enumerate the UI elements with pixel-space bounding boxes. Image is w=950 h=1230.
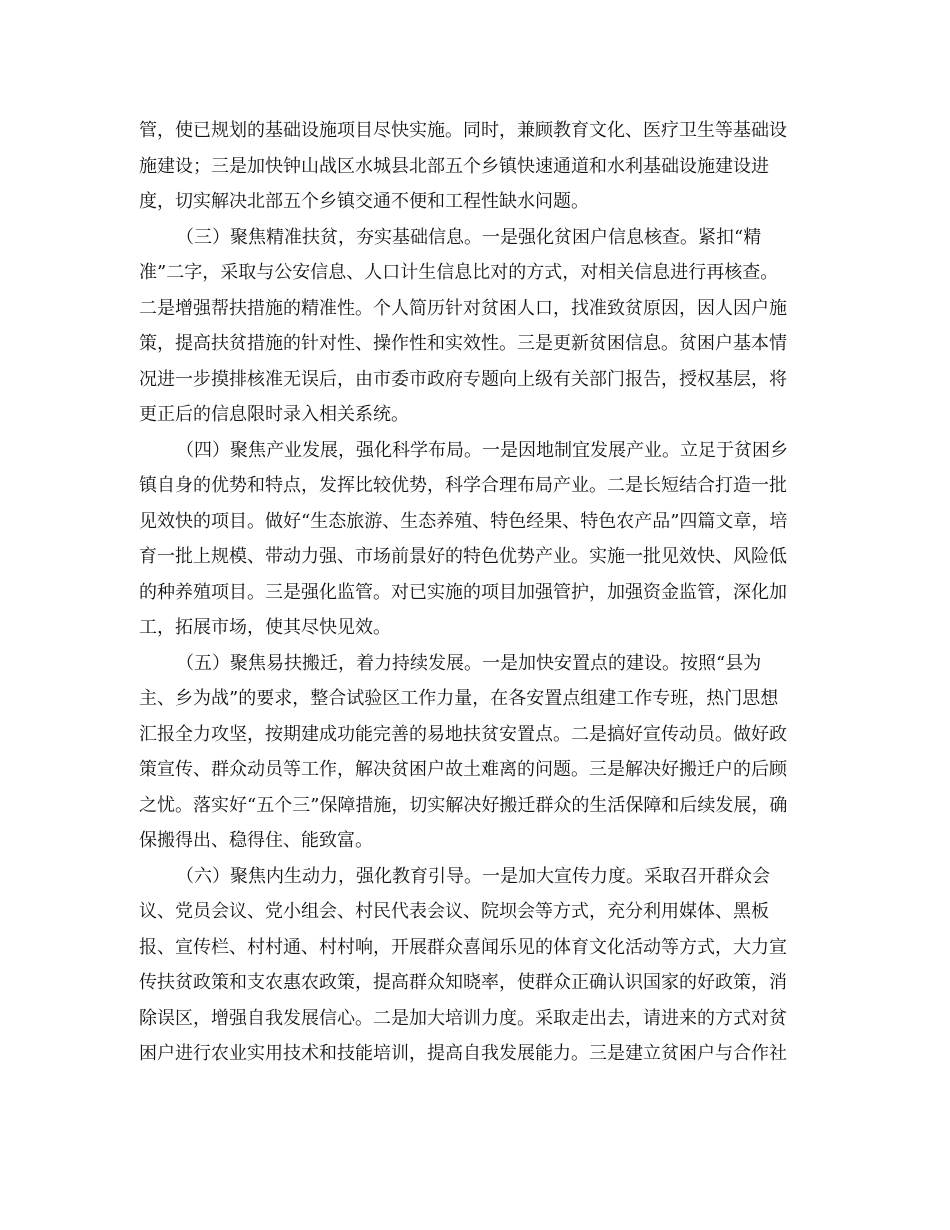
text-line: 育一批上规模、带动力强、市场前景好的特色优势产业。实施一批见效快、风险低 [139,546,787,567]
text-line: （三）聚焦精准扶贫，夯实基础信息。一是强化贫困户信息核查。紧扣“精 [176,226,762,248]
text-line: 汇报全力攻坚，按期建成功能完善的易地扶贫安置点。二是搞好宣传动员。做好政 [139,723,787,745]
text-line: 二是增强帮扶措施的精准性。个人简历针对贫困人口，找准致贫原因，因人因户施 [139,297,787,319]
text-line: 准”二字，采取与公安信息、人口计生信息比对的方式，对相关信息进行再核查。 [139,262,779,283]
text-line: 镇自身的优势和特点，发挥比较优势，科学合理布局产业。二是长短结合打造一批 [139,475,787,496]
paragraph-section-3 [139,220,811,433]
text-line: 的种养殖项目。三是强化监管。对已实施的项目加强管护，加强资金监管，深化加 [139,581,787,603]
text-line: 除误区，增强自我发展信心。二是加大培训力度。采取走出去，请进来的方式对贫 [139,1007,787,1029]
text-line: 况进一步摸排核准无误后，由市委市政府专题向上级有关部门报告，授权基层，将 [139,368,787,390]
text-line: 传扶贫政策和支农惠农政策，提高群众知晓率，使群众正确认识国家的好政策，消 [139,972,787,993]
paragraph-section-5 [139,646,811,859]
text-line: 议、党员会议、党小组会、村民代表会议、院坝会等方式，充分利用媒体、黑板 [139,901,769,922]
text-line: （六）聚焦内生动力，强化教育引导。一是加大宣传力度。采取召开群众会 [176,865,770,887]
paragraph-section-4 [139,433,811,646]
text-line: 见效快的项目。做好“生态旅游、生态养殖、特色经果、特色农产品”四篇文章，培 [139,510,788,532]
text-line: 策宣传、群众动员等工作，解决贫困户故土难离的问题。三是解决好搬迁户的后顾 [139,759,787,780]
document-body [139,113,811,1072]
text-line: 更正后的信息限时录入相关系统。 [139,404,409,425]
text-line: 工，拓展市场，使其尽快见效。 [139,617,391,638]
text-line: 度，切实解决北部五个乡镇交通不便和工程性缺水问题。 [139,191,589,212]
text-line: 报、宣传栏、村村通、村村响，开展群众喜闻乐见的体育文化活动等方式，大力宣 [139,936,787,958]
text-line: （五）聚焦易扶搬迁，着力持续发展。一是加快安置点的建设。按照“县为 [176,652,762,674]
text-line: （四）聚焦产业发展，强化科学布局。一是因地制宜发展产业。立足于贫困乡 [176,439,788,461]
paragraph-continuation [139,113,811,220]
text-line: 之忧。落实好“五个三”保障措施，切实解决好搬迁群众的生活保障和后续发展，确 [139,794,788,816]
text-line: 策，提高扶贫措施的针对性、操作性和实效性。三是更新贫困信息。贫困户基本情 [139,333,787,354]
text-line: 困户进行农业实用技术和技能培训，提高自我发展能力。三是建立贫困户与合作社 [139,1043,787,1064]
text-line: 施建设；三是加快钟山战区水城县北部五个乡镇快速通道和水利基础设施建设进 [139,155,769,177]
text-line: 主、乡为战”的要求，整合试验区工作力量，在各安置点组建工作专班，热门思想 [139,688,779,709]
paragraph-section-6 [139,859,811,1072]
text-line: 保搬得出、稳得住、能致富。 [139,830,373,851]
text-line: 管，使已规划的基础设施项目尽快实施。同时，兼顾教育文化、医疗卫生等基础设 [139,120,787,141]
